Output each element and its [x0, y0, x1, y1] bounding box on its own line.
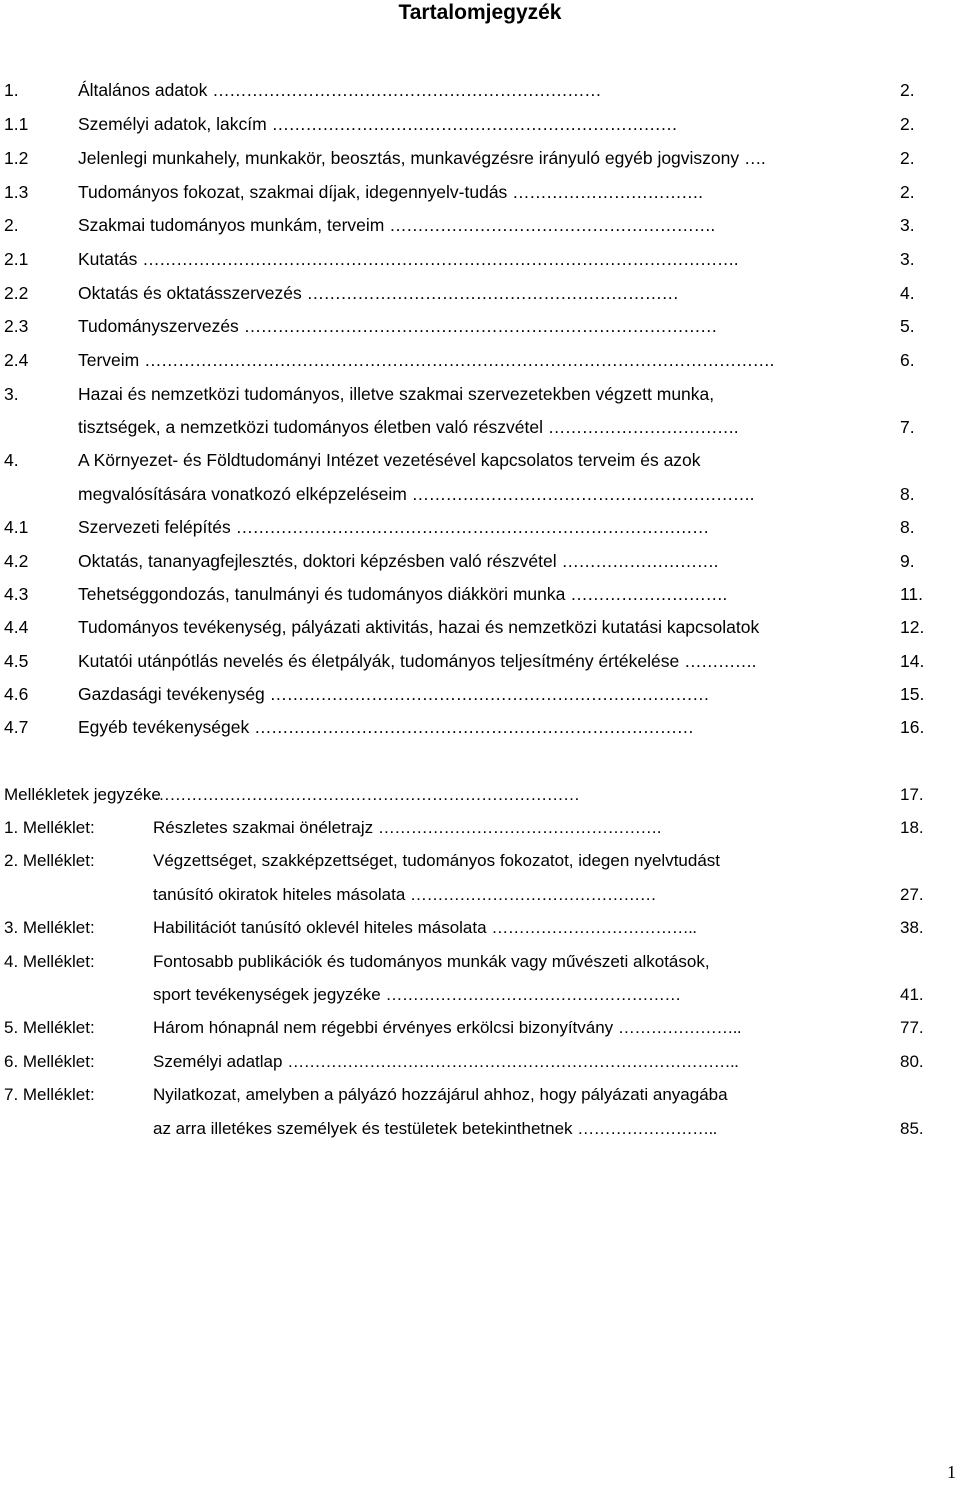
- page-title: Tartalomjegyzék: [398, 1, 562, 24]
- entry-title: [153, 1011, 741, 1045]
- entry-page: 18.: [900, 818, 924, 837]
- entry-page: 85.: [900, 1119, 924, 1138]
- entry-title: [78, 141, 765, 175]
- entry-title: [78, 577, 727, 611]
- entry-leader-dots: …………………………………………………………: [306, 283, 679, 303]
- entry-page: 7.: [900, 417, 915, 437]
- entry-number: 4.: [4, 450, 19, 470]
- entry-title: [78, 610, 759, 644]
- entry-text: Oktatás és oktatásszervezés: [78, 283, 302, 303]
- entry-page: 9.: [900, 551, 915, 571]
- entry-page: 12.: [900, 617, 925, 637]
- entry-text: Kutatás: [78, 249, 138, 269]
- entry-text: Végzettséget, szakképzettséget, tudományos fokozatot, idegen nyelvtudást: [153, 851, 721, 870]
- entry-text: Tudományszervezés: [78, 316, 239, 336]
- entry-text: Oktatás, tananyagfejlesztés, doktori képzésben való részvétel: [78, 551, 557, 571]
- entry-title: [78, 377, 714, 411]
- entry-text: Terveim: [78, 350, 140, 370]
- entry-number: 4.1: [4, 517, 29, 537]
- entry-text: az arra illetékes személyek és testületek betekinthetnek: [153, 1119, 573, 1138]
- entry-page: 2.: [900, 182, 915, 202]
- toc-entry: [0, 377, 960, 411]
- entry-number: 2. Melléklet:: [4, 851, 95, 870]
- entry-title: [78, 309, 717, 343]
- entry-text: Egyéb tevékenységek: [78, 717, 250, 737]
- entry-title: [78, 208, 715, 242]
- entry-page: 3.: [900, 215, 915, 235]
- toc-entry: [0, 710, 960, 744]
- entry-title: [78, 677, 709, 711]
- toc-entry: [0, 276, 960, 310]
- entry-number: 3.: [4, 384, 19, 404]
- entry-number: 5. Melléklet:: [4, 1018, 95, 1037]
- entry-number: Mellékletek jegyzéke: [4, 785, 161, 804]
- page-number: 1: [947, 1462, 956, 1482]
- entry-title: [78, 644, 756, 678]
- entry-number: 1. Melléklet:: [4, 818, 95, 837]
- entry-text: megvalósítására vonatkozó elképzeléseim: [78, 484, 407, 504]
- entry-leader-dots: …………………………………………………………………………: [235, 517, 709, 537]
- entry-leader-dots: ……………………………………………………………: [212, 80, 601, 100]
- entry-page: 3.: [900, 249, 915, 269]
- entry-leader-dots: ………………………………………………………………………………………………….: [144, 350, 774, 370]
- entry-page: 4.: [900, 283, 915, 303]
- entry-leader-dots: …………………………………………….: [377, 818, 661, 837]
- entry-leader-dots: …………………………………………………………………………………………….: [142, 249, 738, 269]
- entry-text: Gazdasági tevékenység: [78, 684, 265, 704]
- entry-leader-dots: …………………..: [617, 1018, 741, 1037]
- entry-title: [78, 510, 709, 544]
- toc-entry: [0, 73, 960, 107]
- entry-number: 4.5: [4, 651, 29, 671]
- entry-title: [78, 107, 677, 141]
- entry-number: 2.2: [4, 283, 29, 303]
- entry-text: Három hónapnál nem régebbi érvényes erkölcsi bizonyítvány: [153, 1018, 614, 1037]
- appendix-entry: [0, 878, 960, 912]
- entry-leader-dots: ………….: [684, 651, 756, 671]
- entry-title: [153, 911, 696, 945]
- entry-text: Szakmai tudományos munkám, terveim: [78, 215, 385, 235]
- entry-title: [153, 978, 681, 1012]
- entry-number: 3. Melléklet:: [4, 918, 95, 937]
- entry-number: 4.7: [4, 717, 29, 737]
- entry-leader-dots: ……………………………………………………………………: [269, 684, 710, 704]
- entry-number: 2.: [4, 215, 19, 235]
- entry-text: Személyi adatok, lakcím: [78, 114, 267, 134]
- toc-entry: [0, 141, 960, 175]
- entry-leader-dots: …………………………….: [547, 417, 739, 437]
- entry-number: 1.: [4, 80, 19, 100]
- entry-title: [153, 811, 661, 845]
- entry-number: 1.1: [4, 114, 29, 134]
- entry-text: tanúsító okiratok hiteles másolata: [153, 885, 406, 904]
- entry-leader-dots: …………………………….: [512, 182, 703, 202]
- entry-title: [78, 544, 718, 578]
- toc-entry: [0, 343, 960, 377]
- appendix-entry: [0, 844, 960, 878]
- entry-title: [78, 276, 678, 310]
- entry-leader-dots: ………………………………………………….: [389, 215, 715, 235]
- entry-title: [153, 778, 579, 812]
- toc-entry: [0, 644, 960, 678]
- entry-leader-dots: ………………………………………………………………………..: [287, 1052, 739, 1071]
- entry-leader-dots: ………………………………………: [410, 885, 657, 904]
- entry-title: [78, 477, 754, 511]
- entry-text: Tudományos tevékenység, pályázati aktivitás, hazai és nemzetközi kutatási kapcsolatok: [78, 617, 760, 637]
- entry-page: 6.: [900, 350, 915, 370]
- toc-entry: [0, 544, 960, 578]
- appendix-entry: [0, 811, 960, 845]
- entry-page: 16.: [900, 717, 925, 737]
- appendix-entry: [0, 978, 960, 1012]
- toc-entry: [0, 410, 960, 444]
- entry-text: Tudományos fokozat, szakmai díjak, idegennyelv-tudás: [78, 182, 508, 202]
- toc-entry: [0, 610, 960, 644]
- toc-entry: [0, 175, 960, 209]
- entry-leader-dots: ………………………………………………………………: [271, 114, 678, 134]
- entry-leader-dots: ……………………………………………………………………: [153, 785, 580, 804]
- entry-number: 1.3: [4, 182, 29, 202]
- entry-page: 2.: [900, 80, 915, 100]
- toc-entry: [0, 577, 960, 611]
- entry-leader-dots: ……………………..: [577, 1119, 717, 1138]
- entry-leader-dots: ……………………………………………………………………: [254, 717, 694, 737]
- entry-text: Nyilatkozat, amelyben a pályázó hozzájárul ahhoz, hogy pályázati anyagába: [153, 1085, 728, 1104]
- entry-page: 41.: [900, 985, 924, 1004]
- entry-text: Jelenlegi munkahely, munkakör, beosztás, munkavégzésre irányuló egyéb jogviszony: [78, 148, 740, 168]
- entry-number: 4. Melléklet:: [4, 952, 95, 971]
- toc-entry: [0, 107, 960, 141]
- entry-page: 17.: [900, 785, 924, 804]
- appendix-entry: [0, 1112, 960, 1146]
- entry-number: 6. Melléklet:: [4, 1052, 95, 1071]
- entry-title: [78, 73, 601, 107]
- entry-text: Fontosabb publikációk és tudományos munkák vagy művészeti alkotások,: [153, 952, 710, 971]
- entry-page: 2.: [900, 114, 915, 134]
- toc-entry: [0, 208, 960, 242]
- entry-number: 7. Melléklet:: [4, 1085, 95, 1104]
- entry-text: Szervezeti felépítés: [78, 517, 231, 537]
- entry-title: [153, 844, 720, 878]
- entry-text: Általános adatok: [78, 80, 208, 100]
- entry-title: [153, 1078, 728, 1112]
- entry-title: [78, 343, 774, 377]
- entry-number: 4.6: [4, 684, 29, 704]
- entry-number: 2.4: [4, 350, 29, 370]
- entry-text: Habilitációt tanúsító oklevél hiteles másolata: [153, 918, 487, 937]
- entry-page: 38.: [900, 918, 924, 937]
- entry-title: [153, 1045, 738, 1079]
- entry-number: 4.3: [4, 584, 29, 604]
- entry-title: [78, 175, 702, 209]
- entry-page: 8.: [900, 484, 915, 504]
- entry-page: 5.: [900, 316, 915, 336]
- toc-entry: [0, 443, 960, 477]
- appendix-entry: [0, 1078, 960, 1112]
- entry-page: 11.: [900, 584, 924, 604]
- entry-leader-dots: ………………………………………………: [385, 985, 681, 1004]
- entry-leader-dots: ……………………….: [570, 584, 727, 604]
- toc-entry: [0, 242, 960, 276]
- entry-title: [153, 945, 710, 979]
- toc-entry: [0, 309, 960, 343]
- toc-entry: [0, 477, 960, 511]
- entry-text: Személyi adatlap: [153, 1052, 283, 1071]
- entry-page: 14.: [900, 651, 925, 671]
- entry-text: tisztségek, a nemzetközi tudományos életben való részvétel: [78, 417, 543, 437]
- entry-leader-dots: ….: [744, 148, 766, 168]
- appendix-entry: [0, 1011, 960, 1045]
- entry-title: [153, 1112, 717, 1146]
- entry-page: 80.: [900, 1052, 924, 1071]
- entry-text: Kutatói utánpótlás nevelés és életpályák, tudományos teljesítmény értékelése: [78, 651, 680, 671]
- entry-number: 2.1: [4, 249, 29, 269]
- toc-entry: [0, 510, 960, 544]
- entry-page: 15.: [900, 684, 925, 704]
- entry-title: [78, 242, 738, 276]
- appendix-entry: [0, 1045, 960, 1079]
- entry-text: Hazai és nemzetközi tudományos, illetve szakmai szervezetekben végzett munka,: [78, 384, 715, 404]
- entry-text: A Környezet- és Földtudományi Intézet vezetésével kapcsolatos terveim és azok: [78, 450, 701, 470]
- toc-entry: [0, 677, 960, 711]
- entry-page: 77.: [900, 1018, 924, 1037]
- appendix-entry: [0, 778, 960, 812]
- entry-page: 27.: [900, 885, 924, 904]
- entry-page: 2.: [900, 148, 915, 168]
- entry-title: [78, 410, 738, 444]
- entry-leader-dots: ……………………….: [561, 551, 718, 571]
- entry-number: 4.2: [4, 551, 29, 571]
- entry-number: 1.2: [4, 148, 29, 168]
- entry-title: [78, 710, 694, 744]
- entry-leader-dots: ………………………………..: [491, 918, 697, 937]
- entry-text: sport tevékenységek jegyzéke: [153, 985, 381, 1004]
- entry-text: Tehetséggondozás, tanulmányi és tudományos diákköri munka: [78, 584, 566, 604]
- entry-leader-dots: …………………………………………………………………………: [243, 316, 717, 336]
- appendix-entry: [0, 945, 960, 979]
- entry-number: 2.3: [4, 316, 29, 336]
- entry-text: Részletes szakmai önéletrajz: [153, 818, 374, 837]
- entry-number: 4.4: [4, 617, 29, 637]
- entry-title: [153, 878, 656, 912]
- entry-page: 8.: [900, 517, 915, 537]
- entry-leader-dots: …………………………………………………….: [411, 484, 754, 504]
- appendix-entry: [0, 911, 960, 945]
- entry-title: [78, 443, 701, 477]
